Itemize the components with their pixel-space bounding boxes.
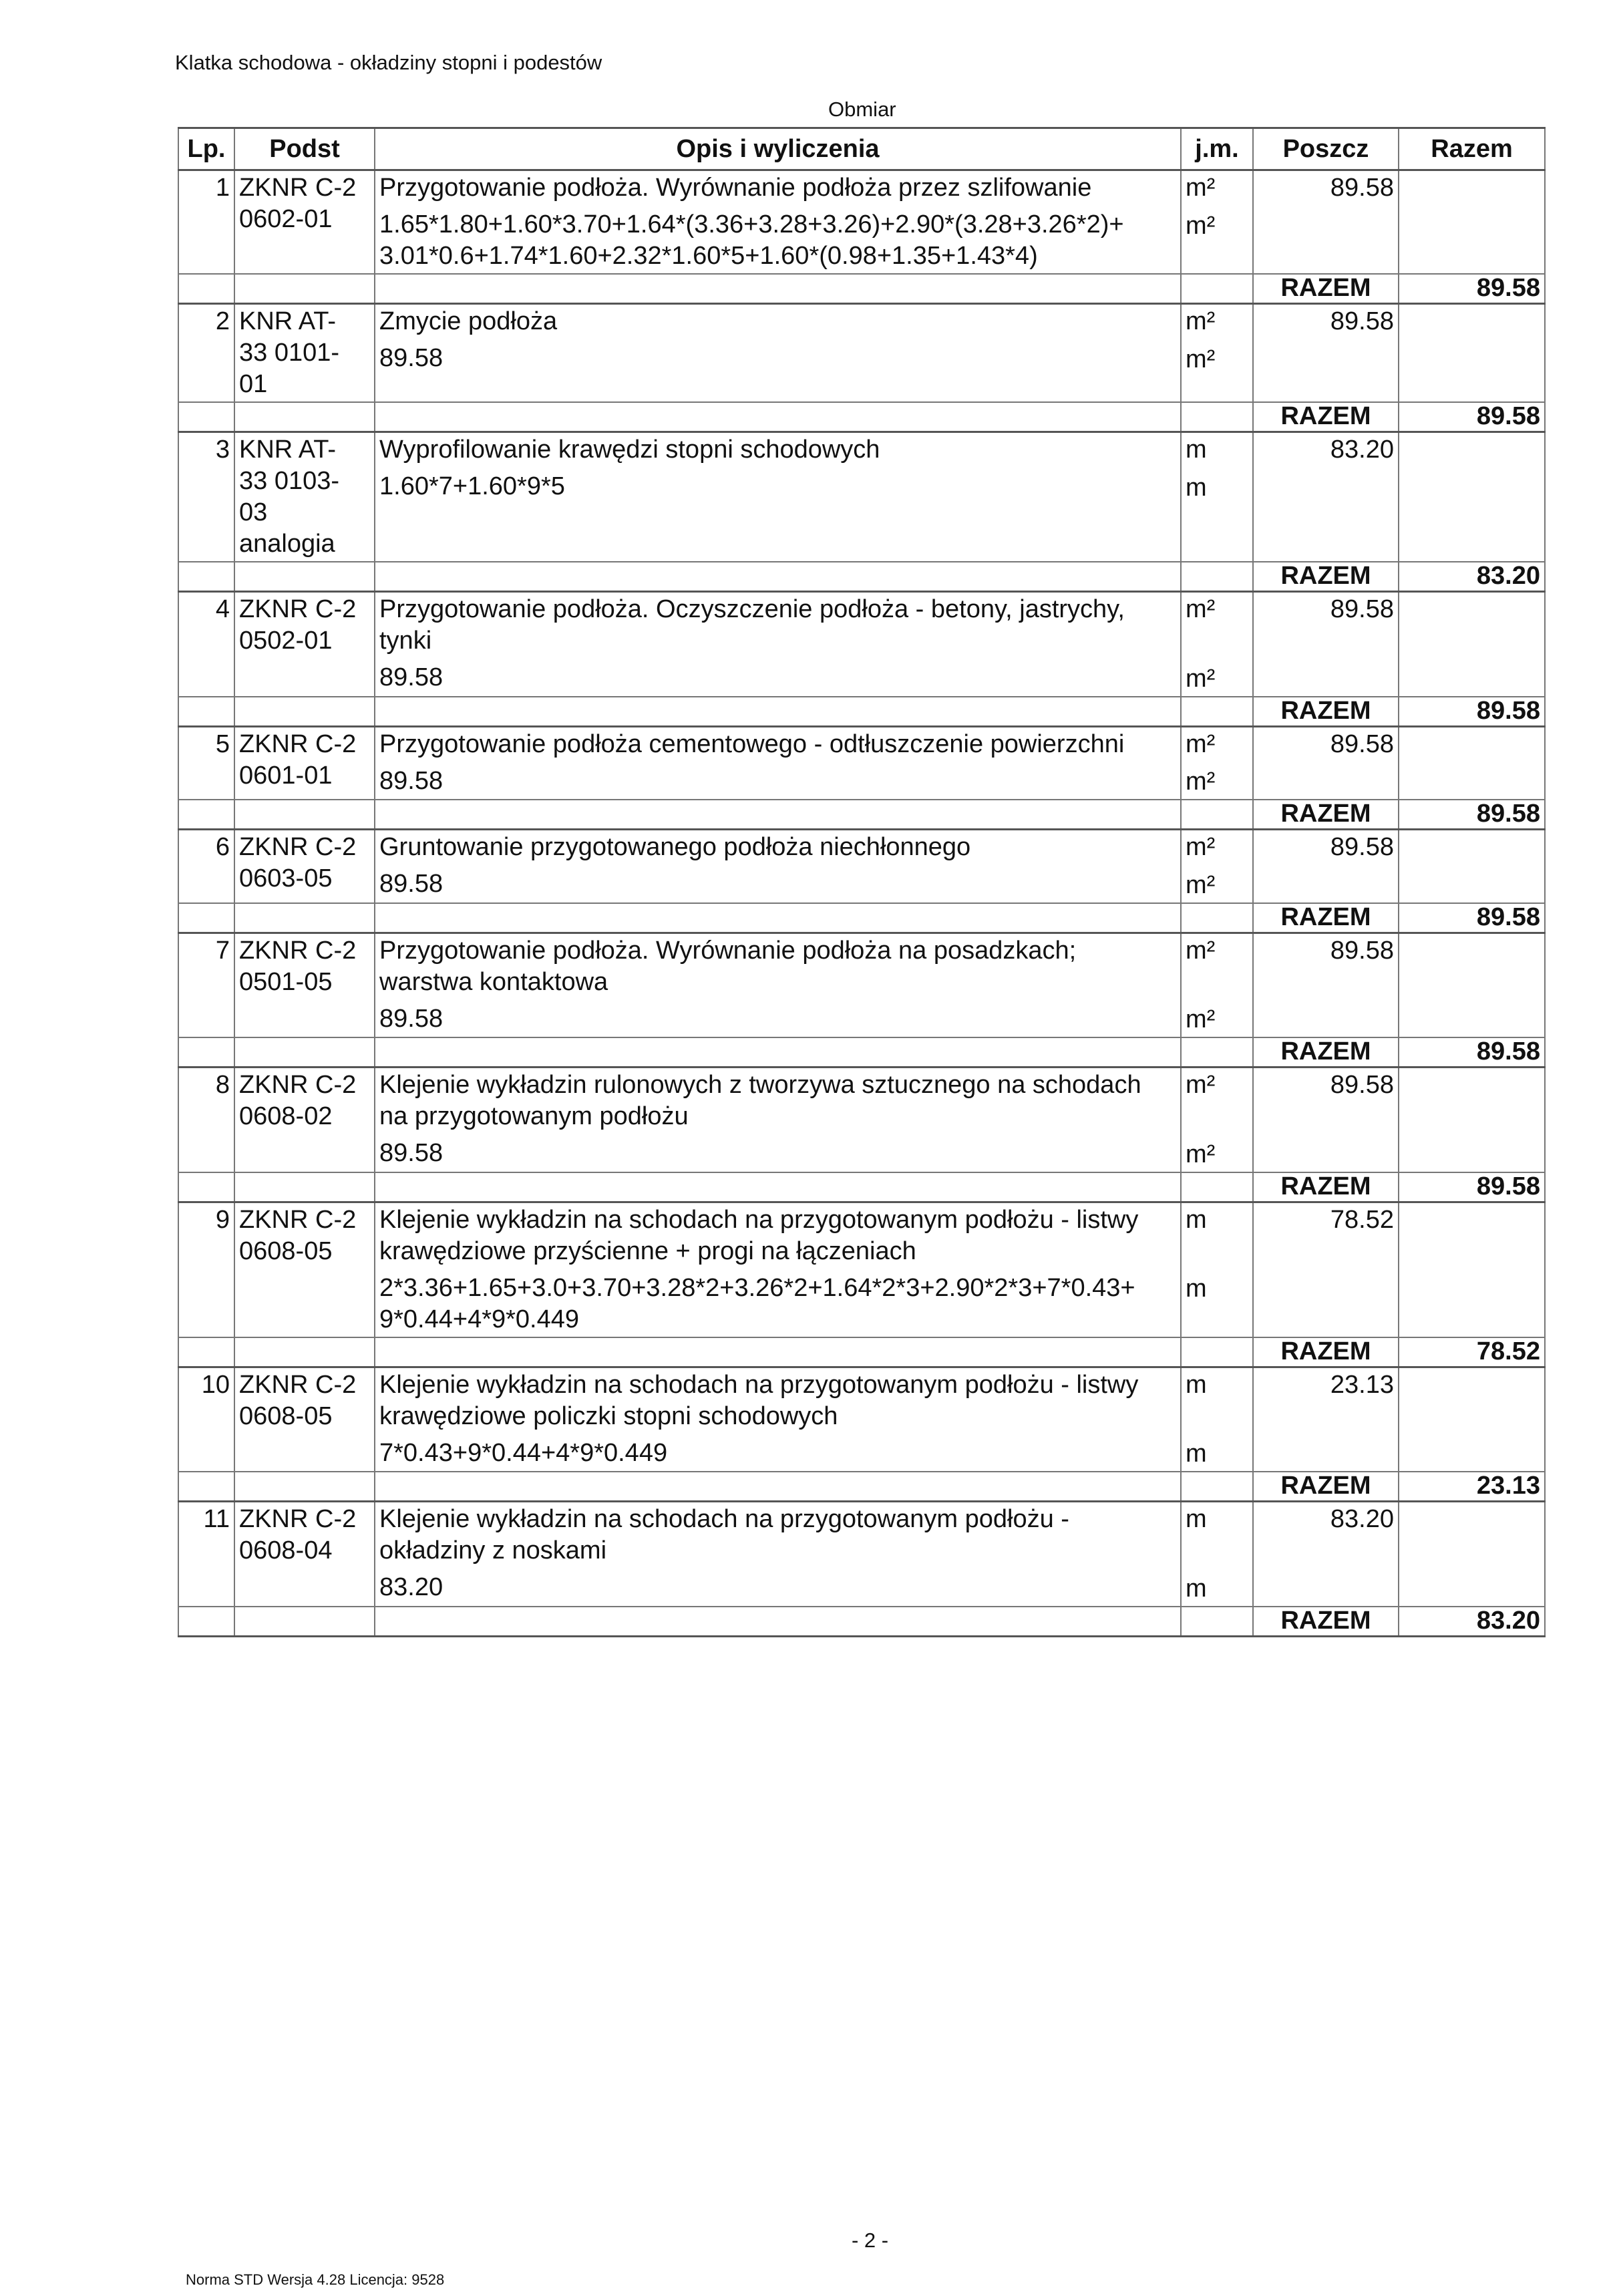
row-description-cell xyxy=(375,933,1181,1037)
sum-row xyxy=(178,402,1545,432)
table-row xyxy=(178,1068,1545,1172)
row-podst: ZKNR C-2 0608-04 xyxy=(234,1502,375,1607)
col-header-razem: Razem xyxy=(1399,128,1545,170)
row-calc-unit: m xyxy=(1186,1574,1207,1603)
row-podst: ZKNR C-2 0608-05 xyxy=(234,1202,375,1337)
col-header-lp: Lp. xyxy=(178,128,234,170)
row-calculation: 89.58 xyxy=(379,1139,443,1167)
table-row xyxy=(178,592,1545,697)
sum-row xyxy=(178,1472,1545,1502)
row-description: Klejenie wykładzin na schodach na przygotowanym podłożu - listwy krawędziowe przyścienne + progi na łączeniach xyxy=(379,1205,1139,1265)
row-calculation: 1.60*7+1.60*9*5 xyxy=(379,472,565,500)
table-row xyxy=(178,1202,1545,1337)
row-unit-cell xyxy=(1181,726,1253,800)
sum-label: RAZEM xyxy=(1253,1337,1399,1367)
page-number: - 2 - xyxy=(852,2229,889,2252)
row-unit: m xyxy=(1186,1505,1207,1533)
row-poszcz: 89.58 xyxy=(1253,1068,1399,1172)
sum-row xyxy=(178,562,1545,592)
table-row xyxy=(178,304,1545,403)
row-lp: 9 xyxy=(178,1202,234,1337)
sum-row xyxy=(178,697,1545,727)
row-description: Przygotowanie podłoża. Wyrównanie podłoża na posadzkach; warstwa kontaktowa xyxy=(379,936,1077,996)
row-unit: m xyxy=(1186,1205,1207,1234)
sum-row xyxy=(178,1037,1545,1068)
row-podst: ZKNR C-2 0608-02 xyxy=(234,1068,375,1172)
row-description-cell xyxy=(375,1367,1181,1472)
row-poszcz: 89.58 xyxy=(1253,304,1399,403)
col-header-poszcz: Poszcz xyxy=(1253,128,1399,170)
sum-value: 83.20 xyxy=(1399,562,1545,592)
row-razem-empty xyxy=(1399,1202,1545,1337)
row-poszcz: 89.58 xyxy=(1253,170,1399,275)
row-unit-cell xyxy=(1181,1068,1253,1172)
row-podst: ZKNR C-2 0501-05 xyxy=(234,933,375,1037)
row-calc-unit: m² xyxy=(1186,1140,1216,1168)
row-razem-empty xyxy=(1399,170,1545,275)
row-unit-cell xyxy=(1181,170,1253,275)
sum-label: RAZEM xyxy=(1253,1472,1399,1502)
table-row xyxy=(178,1502,1545,1607)
row-razem-empty xyxy=(1399,726,1545,800)
row-calculation: 7*0.43+9*0.44+4*9*0.449 xyxy=(379,1438,668,1467)
row-calculation: 89.58 xyxy=(379,766,443,795)
row-podst: KNR AT- 33 0101- 01 xyxy=(234,304,375,403)
row-lp: 2 xyxy=(178,304,234,403)
table-header xyxy=(178,128,1545,170)
row-calc-unit: m² xyxy=(1186,768,1216,796)
row-unit-cell xyxy=(1181,432,1253,562)
row-calculation: 89.58 xyxy=(379,344,443,372)
row-description: Klejenie wykładzin na schodach na przygotowanym podłożu - listwy krawędziowe policzki stopni schodowych xyxy=(379,1370,1139,1430)
row-poszcz: 89.58 xyxy=(1253,830,1399,903)
row-unit-cell xyxy=(1181,830,1253,903)
row-razem-empty xyxy=(1399,1502,1545,1607)
sum-label: RAZEM xyxy=(1253,1172,1399,1202)
row-lp: 6 xyxy=(178,830,234,903)
row-unit: m xyxy=(1186,1370,1207,1399)
row-unit: m² xyxy=(1186,833,1216,861)
row-podst: ZKNR C-2 0608-05 xyxy=(234,1367,375,1472)
row-description: Klejenie wykładzin rulonowych z tworzywa sztucznego na schodach na przygotowanym podłożu xyxy=(379,1071,1141,1130)
row-description: Przygotowanie podłoża. Oczyszczenie podłoża - betony, jastrychy, tynki xyxy=(379,595,1125,655)
row-unit-cell xyxy=(1181,933,1253,1037)
row-calc-unit: m² xyxy=(1186,1005,1216,1033)
measurement-table xyxy=(178,127,1546,1637)
row-unit: m² xyxy=(1186,936,1216,965)
row-podst: ZKNR C-2 0601-01 xyxy=(234,726,375,800)
row-calc-unit: m² xyxy=(1186,211,1216,240)
sum-label: RAZEM xyxy=(1253,274,1399,304)
row-calc-unit: m xyxy=(1186,1275,1207,1303)
row-unit-cell xyxy=(1181,304,1253,403)
row-calculation: 2*3.36+1.65+3.0+3.70+3.28*2+3.26*2+1.64*2*3+2.90*2*3+7*0.43+ 9*0.44+4*9*0.449 xyxy=(379,1273,1135,1333)
row-poszcz: 78.52 xyxy=(1253,1202,1399,1337)
table-row xyxy=(178,726,1545,800)
sum-label: RAZEM xyxy=(1253,1037,1399,1068)
row-lp: 10 xyxy=(178,1367,234,1472)
table-row xyxy=(178,432,1545,562)
row-description: Zmycie podłoża xyxy=(379,307,558,335)
row-description: Przygotowanie podłoża. Wyrównanie podłoża przez szlifowanie xyxy=(379,174,1092,202)
row-unit-cell xyxy=(1181,592,1253,697)
row-razem-empty xyxy=(1399,1367,1545,1472)
row-lp: 3 xyxy=(178,432,234,562)
sum-value: 83.20 xyxy=(1399,1607,1545,1637)
row-unit: m xyxy=(1186,436,1207,464)
row-lp: 7 xyxy=(178,933,234,1037)
sum-value: 78.52 xyxy=(1399,1337,1545,1367)
sum-value: 89.58 xyxy=(1399,402,1545,432)
row-poszcz: 89.58 xyxy=(1253,933,1399,1037)
table-row xyxy=(178,830,1545,903)
row-calculation: 1.65*1.80+1.60*3.70+1.64*(3.36+3.28+3.26)+2.90*(3.28+3.26*2)+ 3.01*0.6+1.74*1.60+2.32*1.60*5+1.60*(0.98+1.35+1.43*4) xyxy=(379,210,1124,270)
row-unit: m² xyxy=(1186,174,1216,202)
row-poszcz: 89.58 xyxy=(1253,592,1399,697)
row-poszcz: 83.20 xyxy=(1253,432,1399,562)
col-header-opis: Opis i wyliczenia xyxy=(375,128,1181,170)
sum-value: 89.58 xyxy=(1399,1037,1545,1068)
sum-value: 89.58 xyxy=(1399,274,1545,304)
row-calc-unit: m xyxy=(1186,473,1207,502)
row-poszcz: 89.58 xyxy=(1253,726,1399,800)
sum-label: RAZEM xyxy=(1253,903,1399,933)
row-poszcz: 23.13 xyxy=(1253,1367,1399,1472)
row-lp: 11 xyxy=(178,1502,234,1607)
row-description-cell xyxy=(375,170,1181,275)
row-unit: m² xyxy=(1186,307,1216,335)
row-unit-cell xyxy=(1181,1502,1253,1607)
row-razem-empty xyxy=(1399,1068,1545,1172)
row-unit: m² xyxy=(1186,1071,1216,1099)
section-label: Obmiar xyxy=(828,98,896,121)
row-razem-empty xyxy=(1399,304,1545,403)
row-calc-unit: m² xyxy=(1186,345,1216,373)
sum-row xyxy=(178,1172,1545,1202)
sum-label: RAZEM xyxy=(1253,697,1399,727)
row-poszcz: 83.20 xyxy=(1253,1502,1399,1607)
row-calculation: 89.58 xyxy=(379,870,443,898)
row-lp: 4 xyxy=(178,592,234,697)
row-description-cell xyxy=(375,432,1181,562)
row-description: Klejenie wykładzin na schodach na przygotowanym podłożu - okładziny z noskami xyxy=(379,1505,1069,1565)
row-podst: ZKNR C-2 0602-01 xyxy=(234,170,375,275)
sum-value: 89.58 xyxy=(1399,697,1545,727)
row-podst: ZKNR C-2 0603-05 xyxy=(234,830,375,903)
row-calc-unit: m² xyxy=(1186,870,1216,899)
col-header-podst: Podst xyxy=(234,128,375,170)
sum-row xyxy=(178,1337,1545,1367)
table-row xyxy=(178,933,1545,1037)
row-lp: 5 xyxy=(178,726,234,800)
row-razem-empty xyxy=(1399,830,1545,903)
sum-label: RAZEM xyxy=(1253,1607,1399,1637)
row-description-cell xyxy=(375,1068,1181,1172)
row-description-cell xyxy=(375,726,1181,800)
sum-value: 89.58 xyxy=(1399,903,1545,933)
table-row xyxy=(178,170,1545,275)
row-calculation: 89.58 xyxy=(379,663,443,691)
row-calc-unit: m xyxy=(1186,1440,1207,1468)
row-description: Gruntowanie przygotowanego podłoża niechłonnego xyxy=(379,833,971,861)
sum-label: RAZEM xyxy=(1253,402,1399,432)
sum-row xyxy=(178,274,1545,304)
row-description: Przygotowanie podłoża cementowego - odtłuszczenie powierzchni xyxy=(379,729,1125,758)
sum-row xyxy=(178,903,1545,933)
row-podst: ZKNR C-2 0502-01 xyxy=(234,592,375,697)
software-note: Norma STD Wersja 4.28 Licencja: 9528 xyxy=(186,2271,445,2288)
table-row xyxy=(178,1367,1545,1472)
col-header-jm: j.m. xyxy=(1181,128,1253,170)
sum-value: 89.58 xyxy=(1399,800,1545,830)
row-unit-cell xyxy=(1181,1202,1253,1337)
sum-label: RAZEM xyxy=(1253,800,1399,830)
sum-row xyxy=(178,800,1545,830)
table-body xyxy=(178,170,1545,1637)
row-lp: 1 xyxy=(178,170,234,275)
row-description-cell xyxy=(375,830,1181,903)
row-description: Wyprofilowanie krawędzi stopni schodowych xyxy=(379,436,880,464)
row-calc-unit: m² xyxy=(1186,664,1216,693)
row-calculation: 89.58 xyxy=(379,1004,443,1033)
row-razem-empty xyxy=(1399,432,1545,562)
sum-value: 23.13 xyxy=(1399,1472,1545,1502)
sum-value: 89.58 xyxy=(1399,1172,1545,1202)
row-razem-empty xyxy=(1399,933,1545,1037)
row-calculation: 83.20 xyxy=(379,1573,443,1601)
row-description-cell xyxy=(375,304,1181,403)
document-title: Klatka schodowa - okładziny stopni i podestów xyxy=(175,51,602,74)
row-description-cell xyxy=(375,1502,1181,1607)
row-lp: 8 xyxy=(178,1068,234,1172)
row-unit: m² xyxy=(1186,595,1216,623)
sum-row xyxy=(178,1607,1545,1637)
row-unit: m² xyxy=(1186,729,1216,758)
row-description-cell xyxy=(375,1202,1181,1337)
row-podst: KNR AT- 33 0103- 03 analogia xyxy=(234,432,375,562)
row-description-cell xyxy=(375,592,1181,697)
sum-label: RAZEM xyxy=(1253,562,1399,592)
row-unit-cell xyxy=(1181,1367,1253,1472)
row-razem-empty xyxy=(1399,592,1545,697)
